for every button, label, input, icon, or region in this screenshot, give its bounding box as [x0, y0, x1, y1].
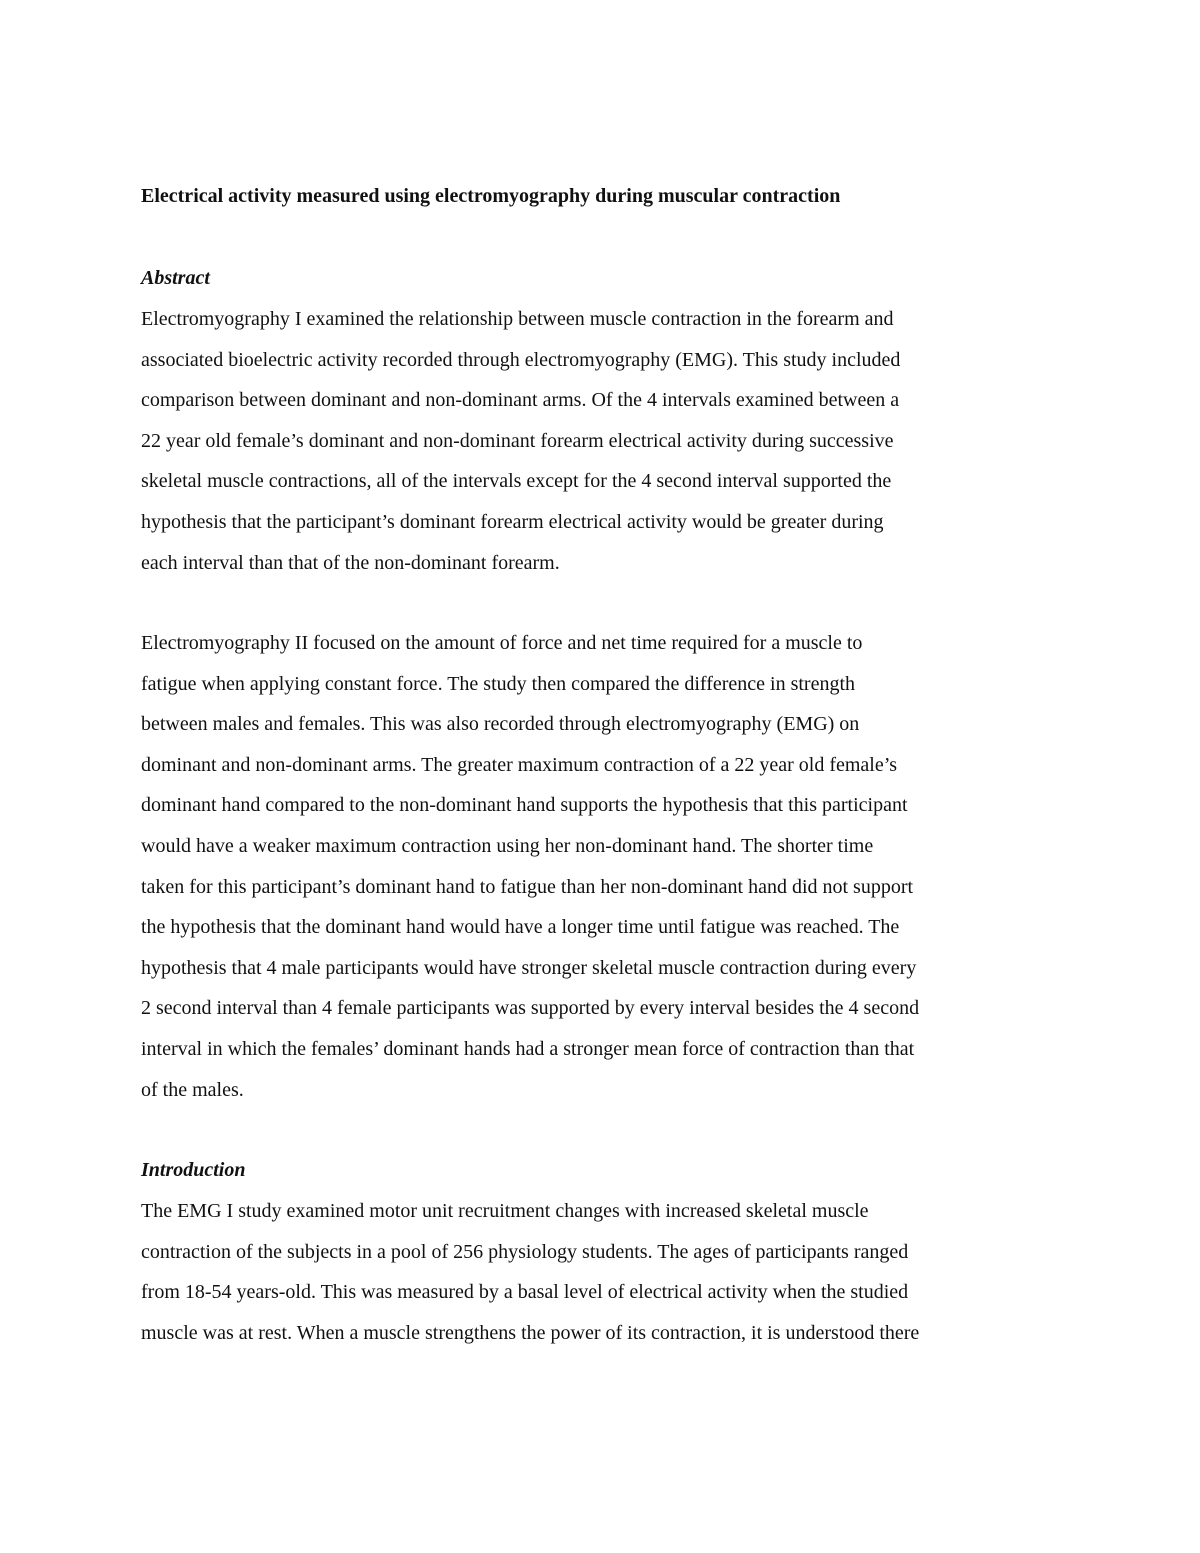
text-line: Electromyography II focused on the amount of force and net time required for a muscle to — [141, 632, 863, 654]
text-line: would have a weaker maximum contraction using her non-dominant hand. The shorter time — [141, 834, 874, 857]
text-line: from 18-54 years-old. This was measured by a basal level of electrical activity when the studied — [141, 1281, 909, 1304]
text-line: The EMG I study examined motor unit recruitment changes with increased skeletal muscle — [141, 1200, 869, 1222]
text-line: the hypothesis that the dominant hand would have a longer time until fatigue was reached. The — [141, 916, 900, 939]
text-line: Electromyography I examined the relationship between muscle contraction in the forearm and — [141, 308, 894, 330]
document-page — [141, 0, 1071, 1553]
introduction-paragraph-1 — [141, 1191, 1066, 1353]
text-line: dominant hand compared to the non-dominant hand supports the hypothesis that this participant — [141, 794, 908, 817]
text-line: 22 year old female’s dominant and non-dominant forearm electrical activity during successive — [141, 429, 894, 452]
text-line: muscle was at rest. When a muscle strengthens the power of its contraction, it is understood there — [141, 1321, 920, 1344]
text-line: skeletal muscle contractions, all of the intervals except for the 4 second interval supported the — [141, 470, 892, 493]
text-line: hypothesis that 4 male participants would have stronger skeletal muscle contraction during every — [141, 956, 917, 979]
text-line: each interval than that of the non-dominant forearm. — [141, 551, 560, 574]
text-line: contraction of the subjects in a pool of 256 physiology students. The ages of participants ranged — [141, 1240, 909, 1263]
text-line: fatigue when applying constant force. The study then compared the difference in strength — [141, 672, 856, 695]
abstract-paragraph-1 — [141, 299, 1066, 583]
abstract-paragraph-2 — [141, 623, 1066, 1110]
text-line: dominant and non-dominant arms. The greater maximum contraction of a 22 year old female’s — [141, 753, 898, 776]
text-line: of the males. — [141, 1078, 244, 1101]
introduction-heading: Introduction — [141, 1159, 246, 1181]
text-line: hypothesis that the participant’s dominant forearm electrical activity would be greater during — [141, 510, 884, 533]
document-title: Electrical activity measured using electromyography during muscular contraction — [141, 185, 841, 207]
abstract-heading: Abstract — [141, 267, 210, 289]
text-line: taken for this participant’s dominant hand to fatigue than her non-dominant hand did not support — [141, 875, 914, 898]
text-line: comparison between dominant and non-dominant arms. Of the 4 intervals examined between a — [141, 389, 900, 412]
text-line: interval in which the females’ dominant hands had a stronger mean force of contraction than that — [141, 1037, 915, 1060]
text-line: 2 second interval than 4 female participants was supported by every interval besides the 4 second — [141, 997, 920, 1020]
text-line: associated bioelectric activity recorded through electromyography (EMG). This study included — [141, 348, 901, 371]
text-line: between males and females. This was also recorded through electromyography (EMG) on — [141, 713, 860, 736]
